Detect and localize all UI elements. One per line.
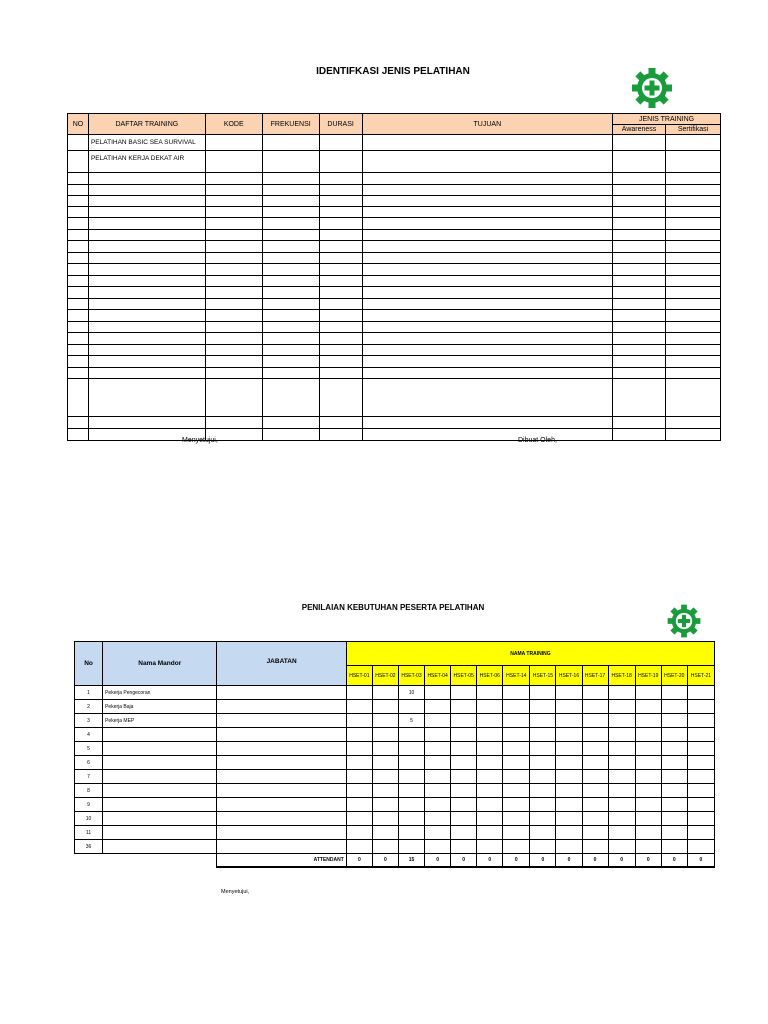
row-number: 1 [75, 686, 103, 700]
training-code-header: HSET-06 [477, 666, 503, 686]
attendant-total: 15 [398, 854, 424, 867]
training-value-cell [372, 770, 398, 784]
jabatan-cell [217, 826, 346, 840]
training-value-cell [425, 700, 451, 714]
training-value-cell [635, 784, 661, 798]
table-row [75, 728, 715, 742]
training-code-header: HSET-05 [451, 666, 477, 686]
jabatan-cell [217, 798, 346, 812]
training-value-cell [530, 826, 556, 840]
col-header-sertifikasi: Sertifikasi [666, 125, 721, 135]
col-header-no: NO [68, 114, 89, 135]
mandor-name: Pekerja Pengecoran [103, 686, 217, 700]
training-value-cell [451, 784, 477, 798]
training-value-cell [530, 812, 556, 826]
jabatan-cell [217, 770, 346, 784]
mandor-name [103, 728, 217, 742]
training-value-cell [661, 686, 687, 700]
training-value-cell [425, 798, 451, 812]
training-value-cell: 10 [398, 686, 424, 700]
training-value-cell [556, 784, 582, 798]
training-value-cell [530, 770, 556, 784]
training-value-cell [556, 840, 582, 854]
training-value-cell [451, 700, 477, 714]
table-row [68, 135, 721, 151]
training-value-cell [608, 700, 635, 714]
blank-cell [103, 854, 217, 867]
attendant-total: 0 [372, 854, 398, 867]
row-number: 6 [75, 756, 103, 770]
blank-cell [75, 854, 103, 867]
safety-gear-logo [666, 603, 702, 639]
attendant-total: 0 [477, 854, 503, 867]
training-value-cell [398, 798, 424, 812]
training-value-cell [451, 714, 477, 728]
signature-dibuat-oleh: Dibuat Oleh, [518, 437, 557, 444]
training-value-cell [661, 742, 687, 756]
training-value-cell [346, 742, 372, 756]
training-value-cell [503, 714, 530, 728]
training-value-cell [661, 728, 687, 742]
training-value-cell [635, 826, 661, 840]
mandor-name [103, 798, 217, 812]
training-value-cell [582, 742, 608, 756]
training-value-cell [477, 840, 503, 854]
training-value-cell [477, 756, 503, 770]
training-value-cell [346, 770, 372, 784]
training-value-cell [582, 770, 608, 784]
training-value-cell [556, 700, 582, 714]
training-value-cell [451, 812, 477, 826]
training-code-header: HSET-21 [687, 666, 714, 686]
table-row [75, 798, 715, 812]
training-value-cell [530, 798, 556, 812]
training-value-cell [425, 742, 451, 756]
training-value-cell [346, 826, 372, 840]
attendant-total: 0 [635, 854, 661, 867]
training-needs-table [74, 641, 715, 868]
training-name: PELATIHAN BASIC SEA SURVIVAL [88, 135, 205, 151]
training-value-cell [451, 756, 477, 770]
training-value-cell [661, 700, 687, 714]
col-header-durasi: DURASI [319, 114, 362, 135]
training-value-cell [687, 770, 714, 784]
training-value-cell [582, 812, 608, 826]
training-value-cell [556, 812, 582, 826]
safety-gear-logo [630, 66, 674, 110]
training-value-cell [398, 742, 424, 756]
training-value-cell [398, 700, 424, 714]
training-value-cell [398, 770, 424, 784]
training-code-header: HSET-04 [425, 666, 451, 686]
training-value-cell [582, 686, 608, 700]
training-value-cell [608, 714, 635, 728]
training-code-header: HSET-16 [556, 666, 582, 686]
row-number: 5 [75, 742, 103, 756]
training-value-cell [556, 686, 582, 700]
training-value-cell [346, 714, 372, 728]
training-value-cell [635, 714, 661, 728]
training-code-header: HSET-17 [582, 666, 608, 686]
mandor-name [103, 770, 217, 784]
training-value-cell [608, 686, 635, 700]
training-value-cell [687, 798, 714, 812]
row-number: 2 [75, 700, 103, 714]
col-header-nama-training: NAMA TRAINING [346, 642, 714, 666]
training-value-cell [661, 798, 687, 812]
row-number: 10 [75, 812, 103, 826]
attendant-total: 0 [346, 854, 372, 867]
row-number: 9 [75, 798, 103, 812]
training-value-cell [530, 742, 556, 756]
training-value-cell [635, 798, 661, 812]
training-value-cell [530, 700, 556, 714]
training-value-cell [687, 784, 714, 798]
training-value-cell [556, 756, 582, 770]
table-row [68, 151, 721, 173]
table-row [75, 826, 715, 840]
training-value-cell [425, 756, 451, 770]
training-value-cell [398, 826, 424, 840]
col-header-daftar-training: DAFTAR TRAINING [88, 114, 205, 135]
training-value-cell [477, 700, 503, 714]
training-value-cell [503, 700, 530, 714]
row-number: 4 [75, 728, 103, 742]
table-row [75, 840, 715, 854]
training-value-cell [556, 714, 582, 728]
attendant-total-row [75, 854, 715, 867]
training-value-cell [608, 770, 635, 784]
training-value-cell [398, 756, 424, 770]
training-value-cell [556, 826, 582, 840]
training-value-cell [346, 798, 372, 812]
training-code-header: HSET-15 [530, 666, 556, 686]
training-value-cell [425, 714, 451, 728]
attendant-total: 0 [451, 854, 477, 867]
training-code-header: HSET-19 [635, 666, 661, 686]
jabatan-cell [217, 756, 346, 770]
row-number: 11 [75, 826, 103, 840]
training-value-cell [372, 826, 398, 840]
training-value-cell [503, 742, 530, 756]
training-value-cell [687, 812, 714, 826]
col-header-jabatan: JABATAN [217, 642, 346, 686]
training-value-cell [661, 812, 687, 826]
mandor-name: Pekerja Baja [103, 700, 217, 714]
table-row [75, 784, 715, 798]
attendant-total: 0 [661, 854, 687, 867]
training-value-cell [687, 700, 714, 714]
col-header-frekuensi: FREKUENSI [262, 114, 319, 135]
training-value-cell [530, 728, 556, 742]
training-value-cell [661, 714, 687, 728]
mandor-name [103, 742, 217, 756]
training-value-cell [398, 784, 424, 798]
jabatan-cell [217, 728, 346, 742]
training-value-cell [556, 742, 582, 756]
mandor-name [103, 812, 217, 826]
training-value-cell [608, 728, 635, 742]
training-value-cell [503, 840, 530, 854]
training-value-cell [556, 798, 582, 812]
attendant-total: 0 [503, 854, 530, 867]
training-value-cell [582, 826, 608, 840]
jabatan-cell [217, 714, 346, 728]
training-value-cell [608, 812, 635, 826]
training-value-cell [608, 798, 635, 812]
training-identification-table [67, 113, 721, 441]
training-value-cell [372, 714, 398, 728]
training-value-cell [477, 728, 503, 742]
signature-menyetujui: Menyetujui, [182, 437, 218, 444]
training-value-cell [503, 686, 530, 700]
training-value-cell [661, 770, 687, 784]
training-value-cell [477, 770, 503, 784]
col-header-kode: KODE [205, 114, 262, 135]
mandor-name [103, 784, 217, 798]
table-row [75, 756, 715, 770]
training-value-cell [687, 840, 714, 854]
training-code-header: HSET-02 [372, 666, 398, 686]
training-value-cell [346, 840, 372, 854]
training-value-cell [372, 798, 398, 812]
training-value-cell [477, 742, 503, 756]
training-code-header: HSET-03 [398, 666, 424, 686]
page-title-identifikasi: IDENTIFKASI JENIS PELATIHAN [316, 66, 470, 77]
jabatan-cell [217, 686, 346, 700]
training-value-cell [661, 756, 687, 770]
training-value-cell [503, 798, 530, 812]
mandor-name: Pekerja MEP [103, 714, 217, 728]
training-value-cell [346, 686, 372, 700]
training-value-cell [635, 742, 661, 756]
training-code-header: HSET-01 [346, 666, 372, 686]
training-value-cell [687, 742, 714, 756]
attendant-total: 0 [582, 854, 608, 867]
training-value-cell [530, 784, 556, 798]
col-header-tujuan: TUJUAN [362, 114, 612, 135]
training-value-cell [635, 700, 661, 714]
training-code-header: HSET-14 [503, 666, 530, 686]
jabatan-cell [217, 784, 346, 798]
training-value-cell [503, 784, 530, 798]
training-value-cell [503, 756, 530, 770]
training-value-cell [582, 840, 608, 854]
training-value-cell [635, 840, 661, 854]
training-value-cell [582, 756, 608, 770]
training-value-cell [503, 770, 530, 784]
training-value-cell [398, 840, 424, 854]
attendant-total: 0 [608, 854, 635, 867]
training-value-cell [372, 686, 398, 700]
training-value-cell [635, 770, 661, 784]
table-row [75, 686, 715, 700]
col-header-jenis-training: JENIS TRAINING [613, 114, 721, 125]
training-value-cell [530, 686, 556, 700]
training-value-cell [635, 812, 661, 826]
training-value-cell [582, 700, 608, 714]
training-value-cell [451, 798, 477, 812]
attendant-total: 0 [556, 854, 582, 867]
training-value-cell [477, 784, 503, 798]
training-value-cell [346, 756, 372, 770]
training-value-cell [425, 812, 451, 826]
training-value-cell [556, 770, 582, 784]
training-value-cell [687, 826, 714, 840]
training-value-cell [530, 756, 556, 770]
training-value-cell [635, 728, 661, 742]
training-value-cell [608, 784, 635, 798]
training-value-cell [346, 728, 372, 742]
training-value-cell [582, 798, 608, 812]
training-value-cell [503, 812, 530, 826]
mandor-name [103, 756, 217, 770]
training-value-cell [372, 728, 398, 742]
training-value-cell [346, 812, 372, 826]
training-code-header: HSET-18 [608, 666, 635, 686]
jabatan-cell [217, 700, 346, 714]
training-value-cell [477, 826, 503, 840]
training-value-cell [530, 840, 556, 854]
training-value-cell [635, 756, 661, 770]
training-value-cell [425, 728, 451, 742]
training-value-cell [372, 812, 398, 826]
row-number: 3 [75, 714, 103, 728]
training-value-cell [451, 770, 477, 784]
training-value-cell [608, 826, 635, 840]
table-row [75, 714, 715, 728]
training-value-cell [477, 686, 503, 700]
mandor-name [103, 840, 217, 854]
training-value-cell [503, 826, 530, 840]
row-number: 36 [75, 840, 103, 854]
signature-menyetujui-2: Menyetujui, [221, 889, 250, 895]
training-value-cell [582, 714, 608, 728]
training-value-cell [346, 700, 372, 714]
training-value-cell [530, 714, 556, 728]
training-value-cell [687, 686, 714, 700]
training-value-cell [425, 770, 451, 784]
training-value-cell: 5 [398, 714, 424, 728]
jabatan-cell [217, 840, 346, 854]
jabatan-cell [217, 812, 346, 826]
training-value-cell [608, 756, 635, 770]
training-value-cell [372, 700, 398, 714]
training-value-cell [635, 686, 661, 700]
table-row [75, 700, 715, 714]
training-value-cell [451, 728, 477, 742]
training-value-cell [451, 686, 477, 700]
training-value-cell [661, 784, 687, 798]
training-value-cell [451, 742, 477, 756]
training-code-header: HSET-20 [661, 666, 687, 686]
table-row [75, 742, 715, 756]
training-value-cell [687, 756, 714, 770]
table-row [75, 770, 715, 784]
training-value-cell [503, 728, 530, 742]
col-header-nama-mandor: Nama Mandor [103, 642, 217, 686]
attendant-total: 0 [687, 854, 714, 867]
training-value-cell [582, 784, 608, 798]
training-value-cell [372, 742, 398, 756]
training-value-cell [608, 840, 635, 854]
training-value-cell [425, 784, 451, 798]
training-value-cell [372, 840, 398, 854]
training-value-cell [477, 714, 503, 728]
training-value-cell [582, 728, 608, 742]
attendant-total: 0 [425, 854, 451, 867]
page-title-penilaian: PENILAIAN KEBUTUHAN PESERTA PELATIHAN [301, 603, 485, 612]
jabatan-cell [217, 742, 346, 756]
training-value-cell [477, 798, 503, 812]
training-value-cell [687, 728, 714, 742]
training-value-cell [425, 826, 451, 840]
row-number: 7 [75, 770, 103, 784]
training-name: PELATIHAN KERJA DEKAT AIR [88, 151, 205, 173]
attendant-total: 0 [530, 854, 556, 867]
training-value-cell [477, 812, 503, 826]
training-value-cell [398, 728, 424, 742]
training-value-cell [372, 756, 398, 770]
training-value-cell [425, 840, 451, 854]
training-value-cell [687, 714, 714, 728]
mandor-name [103, 826, 217, 840]
col-header-awareness: Awareness [613, 125, 666, 135]
table-row [75, 812, 715, 826]
training-value-cell [425, 686, 451, 700]
row-number: 8 [75, 784, 103, 798]
training-value-cell [556, 728, 582, 742]
training-value-cell [398, 812, 424, 826]
training-value-cell [661, 840, 687, 854]
training-value-cell [661, 826, 687, 840]
training-value-cell [451, 826, 477, 840]
attendant-label: ATTENDANT [217, 854, 346, 867]
training-value-cell [346, 784, 372, 798]
training-value-cell [372, 784, 398, 798]
col-header-no: No [75, 642, 103, 686]
training-value-cell [451, 840, 477, 854]
training-value-cell [608, 742, 635, 756]
